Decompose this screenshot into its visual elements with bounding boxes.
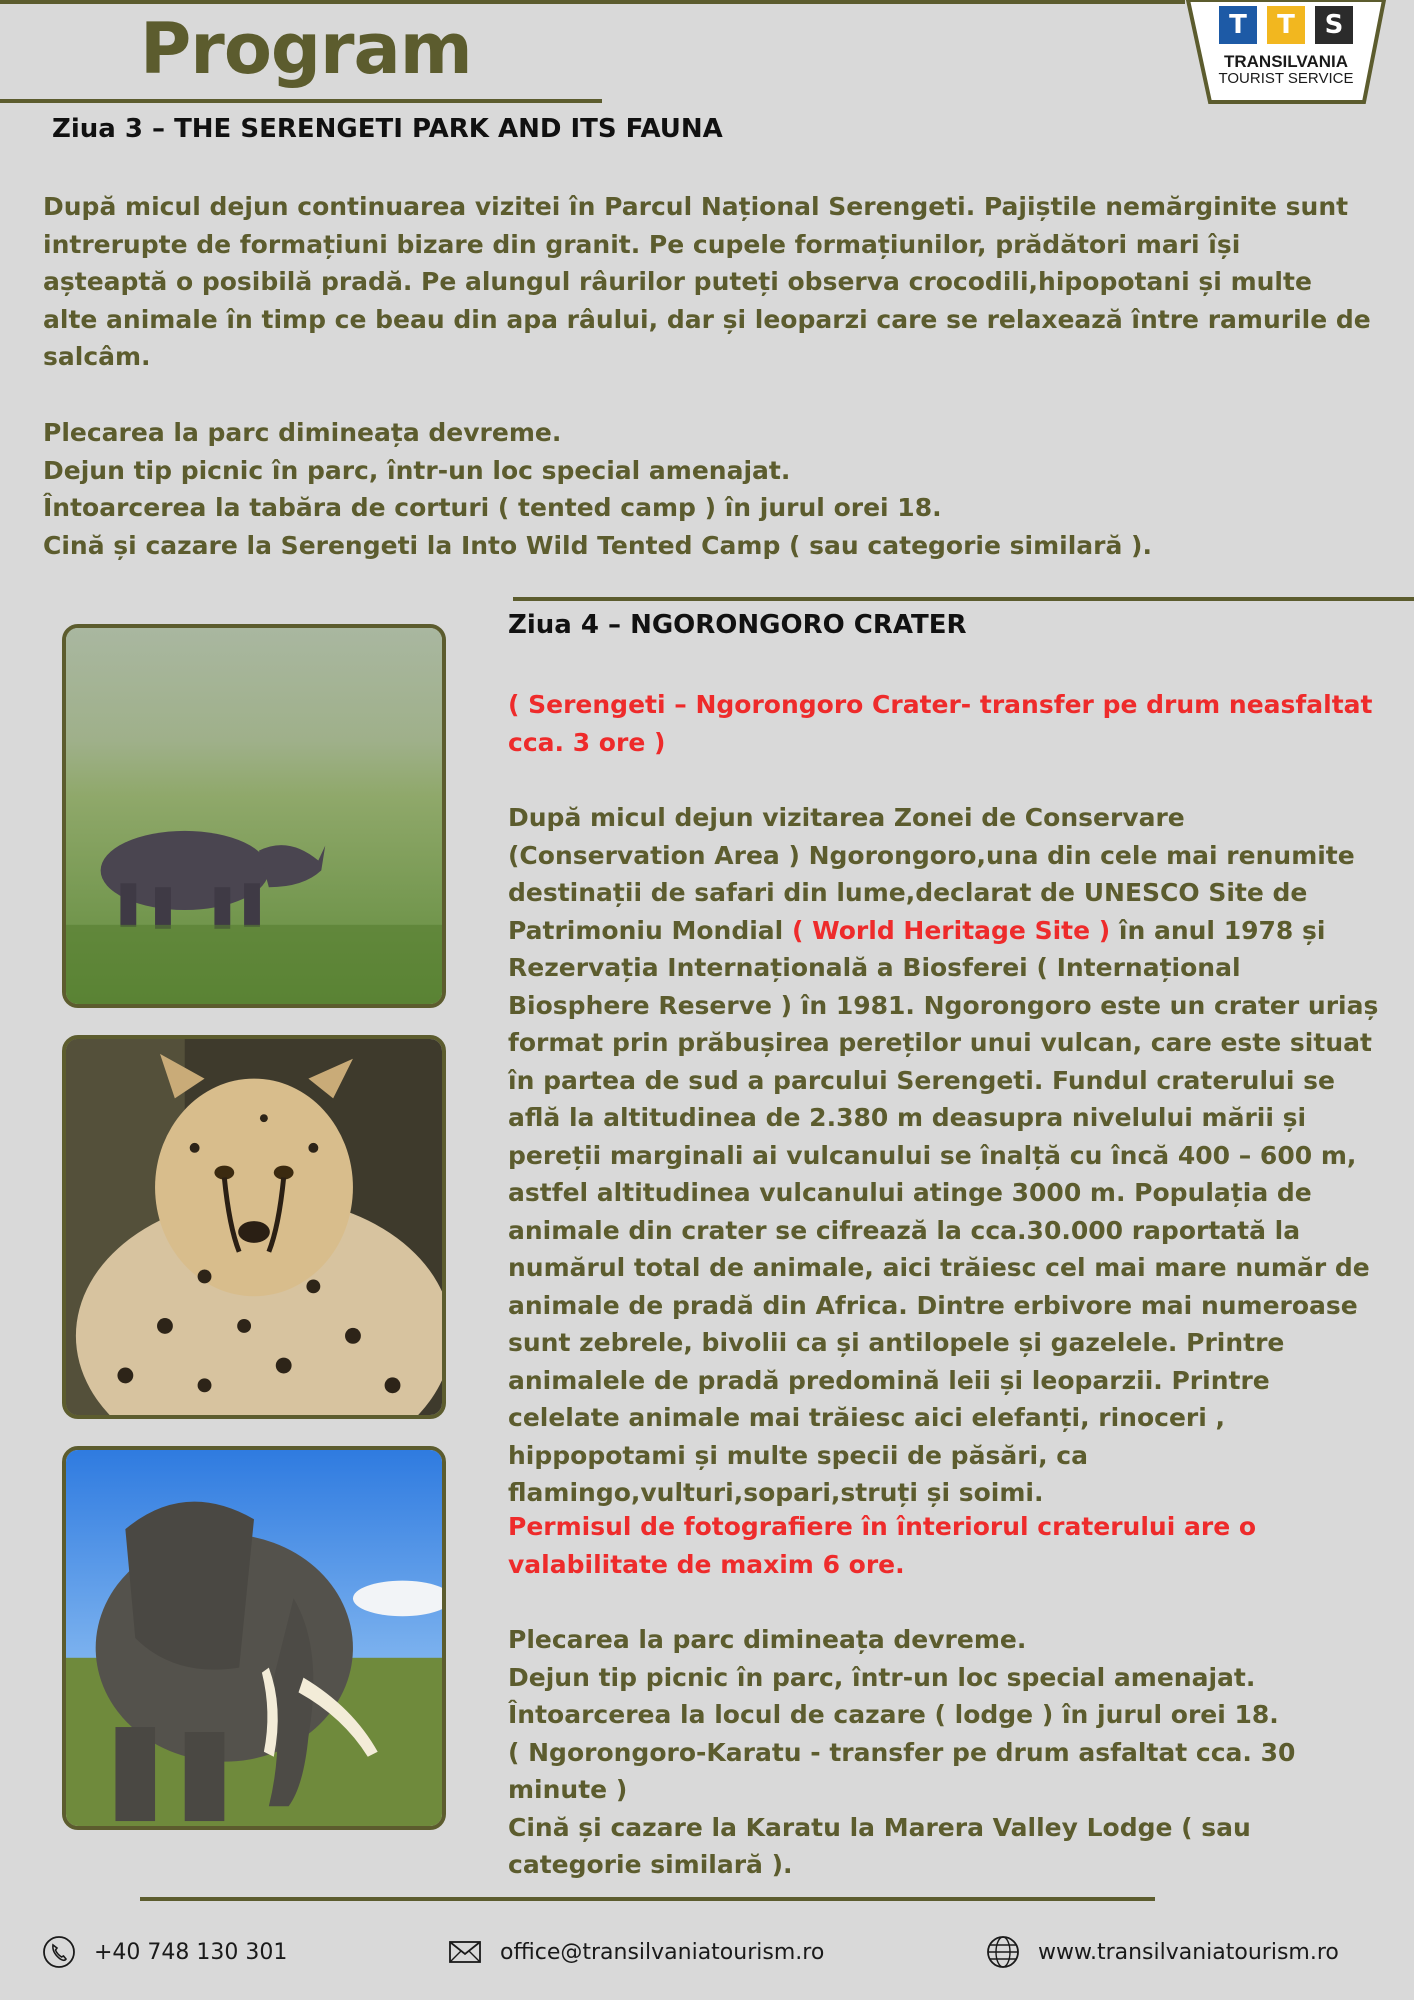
title-underline [0,99,602,103]
logo-name: TRANSILVANIA [1223,52,1349,71]
logistics-line: Dejun tip picnic în parc, într-un loc special amenajat. [508,1662,1256,1692]
day4-description-part2: în anul 1978 și Rezervația Internațională a Biosferei ( Internațional Biosphere Reserve ) în 1981. Ngorongoro este un crater uriaș format prin prăbușirea pereților unui vulcan, care este situat în partea de sud a parcului Serengeti. Fundul craterului se află la altitudinea de 2.380 m deasupra nivelului mării și pereții marginali ai vulcanului se înalță cu încă 400 – 600 m, astfel altitudinea vulcanului atinge 3000 m. Populația de animale din crater se cifrează la cca.30.000 raportată la numărul total de animale, aici trăiesc cel mai mare număr de animale de pradă din Africa. Dintre erbivore mai numeroase sunt zebrele, bivolii ca și antilopele și gazelele. Printre animalele de pradă predomină leii și leoparzii. Printre celelate animale mai trăiesc aici elefanți, rinoceri , hippopotami și multe specii de păsări, ca flamingo,vulturi,sopari,struți și soimi. [508,915,1379,1507]
day4-permit-note: Permisul de fotografiere în înteriorul craterului are o valabilitate de maxim 6 ore. [508,1512,1257,1579]
phone-icon [42,1935,76,1969]
tts-logo [1186,0,1386,104]
rhino-photo [62,624,446,1008]
website-url: www.transilvaniatourism.ro [1038,1939,1339,1965]
day3-description: După micul dejun continuarea vizitei în Parcul Național Serengeti. Pajiștile nemărginite sunt intrerupte de formațiuni bizare din granit. Pe cupele formațiunilor, prădători mari își așteaptă o posibilă pradă. Pe alungul râurilor puteți observa crocodili,hipopotani și multe alte animale în timp ce beau din apa râului, dar și leoparzi care se relaxează între ramurile de salcâm. [43,192,1371,371]
mail-icon [448,1935,482,1969]
logo-letter-s: S [1315,6,1353,44]
top-border-line [0,0,1185,4]
elephant-photo [62,1446,446,1830]
email-address: office@transilvaniatourism.ro [500,1939,825,1965]
day4-description-part1: După micul dejun vizitarea Zonei de Conservare (Conservation Area ) Ngorongoro,una din cele mai renumite destinații de safari din lume,declarat de UNESCO Site de Patrimoniu Mondial [508,803,1355,945]
logo-subtitle: TOURIST SERVICE [1218,70,1354,87]
day3-heading: Ziua 3 – THE SERENGETI PARK AND ITS FAUNA [52,114,723,144]
day4-logistics [508,1621,1388,1884]
day4-description [508,799,1388,1512]
day4-transfer-note: ( Serengeti – Ngorongoro Crater- transfer pe drum neasfaltat cca. 3 ore ) [508,690,1373,757]
logo-letter-t2: T [1267,6,1305,44]
world-heritage-highlight: ( World Heritage Site ) [791,915,1111,945]
logistics-line: Cină și cazare la Karatu la Marera Valley Lodge ( sau categorie similară ). [508,1812,1251,1879]
logistics-line: Cină și cazare la Serengeti la Into Wild Tented Camp ( sau categorie similară ). [43,530,1152,560]
logistics-line: Întoarcerea la locul de cazare ( lodge ) în jurul orei 18. [508,1700,1279,1729]
logo-letter-t1: T [1219,6,1257,44]
globe-icon [986,1935,1020,1969]
logistics-line: Plecarea la parc dimineața devreme. [43,418,562,447]
logistics-line: Dejun tip picnic în parc, într-un loc special amenajat. [43,455,791,485]
footer-phone[interactable] [42,1935,287,1969]
footer-email[interactable] [448,1935,824,1969]
page-title: Program [140,8,472,90]
logistics-line: Întoarcerea la tabăra de corturi ( tented camp ) în jurul orei 18. [43,493,942,522]
footer-website[interactable] [986,1935,1339,1969]
section-divider [513,597,1414,601]
logistics-line: ( Ngorongoro-Karatu - transfer pe drum asfaltat cca. 30 minute ) [508,1737,1296,1804]
day3-logistics [43,414,1373,564]
footer-divider [140,1897,1155,1901]
logistics-line: Plecarea la parc dimineața devreme. [508,1625,1027,1654]
phone-number: +40 748 130 301 [94,1939,288,1965]
day4-heading: Ziua 4 – NGORONGORO CRATER [508,610,967,640]
cheetah-photo [62,1035,446,1419]
